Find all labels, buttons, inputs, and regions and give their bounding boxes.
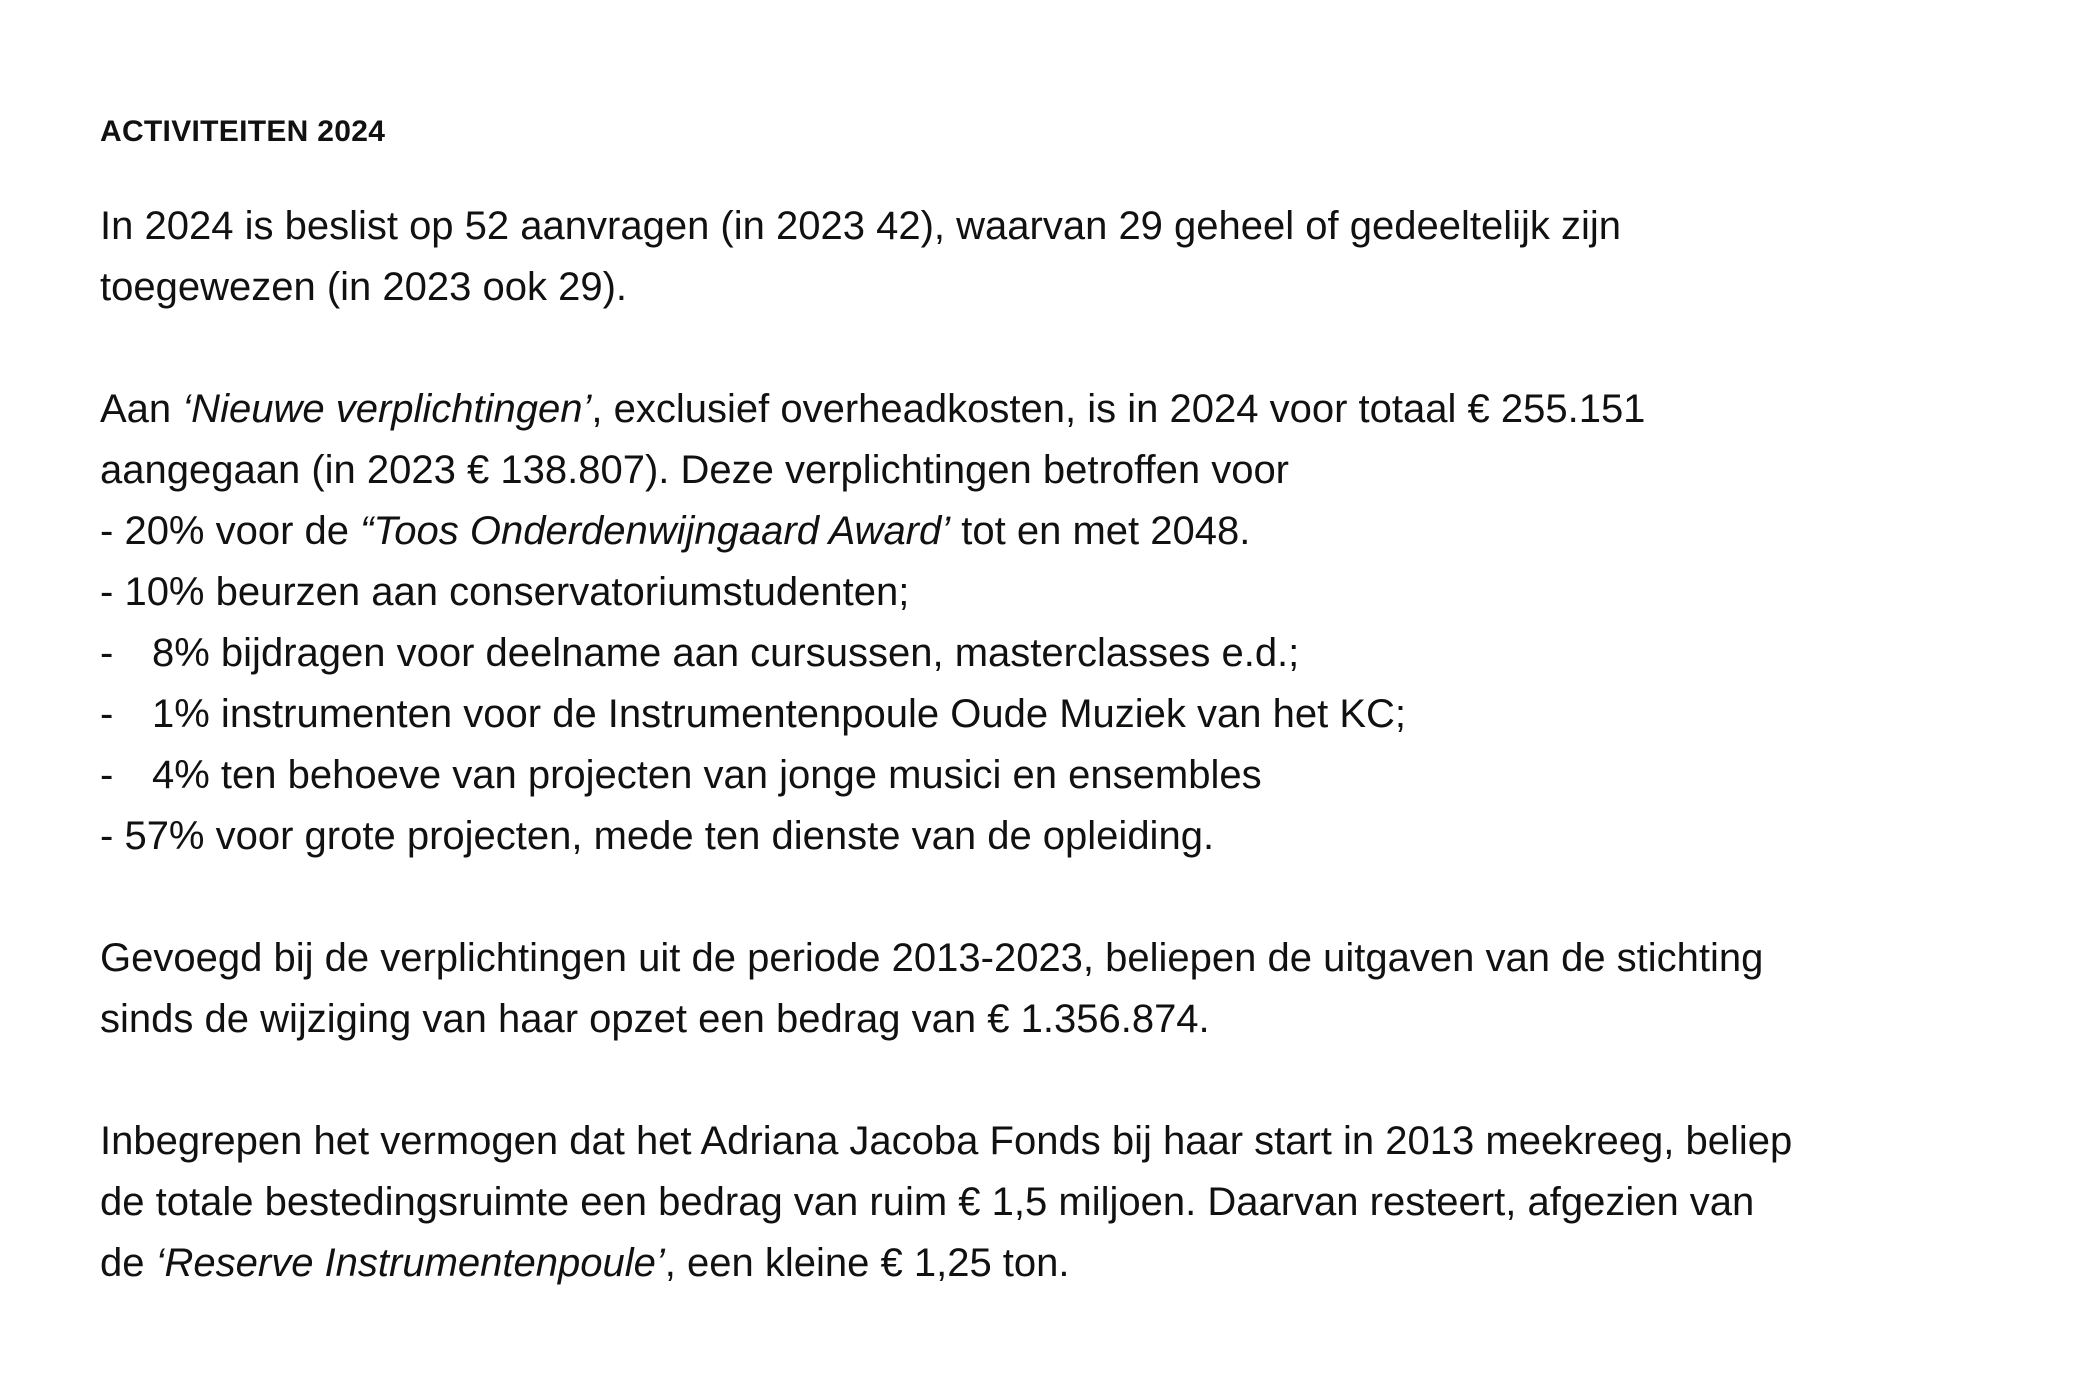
list-item — [100, 562, 2060, 623]
paragraph-capital-line3-pre: de — [100, 1241, 156, 1285]
list-dash: - — [100, 814, 114, 858]
list-item-text: 4% ten behoeve van projecten van jonge musici en ensembles — [152, 753, 1262, 797]
list-dash: - — [100, 753, 114, 797]
paragraph-obligations-pre: Aan — [100, 387, 183, 431]
list-dash: - — [100, 509, 114, 553]
paragraph-obligations-post: , exclusief overheadkosten, is in 2024 voor totaal € 255.151 — [591, 387, 1646, 431]
paragraph-gap — [100, 318, 2060, 379]
paragraph-gap — [100, 867, 2060, 928]
list-item-post: tot en met 2048. — [950, 509, 1251, 553]
list-dash: - — [100, 692, 114, 736]
list-item — [100, 623, 2060, 684]
paragraph-capital-line2: de totale bestedingsruimte een bedrag van ruim € 1,5 miljoen. Daarvan resteert, afgezien van — [100, 1180, 1755, 1224]
list-item-text: 1% instrumenten voor de Instrumentenpoule Oude Muziek van het KC; — [152, 692, 1407, 736]
list-item-text: 20% voor de — [113, 509, 361, 553]
list-item-text: 10% beurzen aan conservatoriumstudenten; — [113, 570, 910, 614]
paragraph-expenditure-line1: Gevoegd bij de verplichtingen uit de periode 2013-2023, beliepen de uitgaven van de stichting — [100, 936, 1764, 980]
paragraph-applications — [100, 196, 2060, 318]
paragraph-capital-line3-italic: ‘Reserve Instrumentenpoule’ — [155, 1241, 665, 1285]
list-item-text: 57% voor grote projecten, mede ten dienste van de opleiding. — [113, 814, 1215, 858]
paragraph-applications-line2: toegewezen (in 2023 ook 29). — [100, 265, 628, 309]
list-item-text: 8% bijdragen voor deelname aan cursussen, masterclasses e.d.; — [152, 631, 1300, 675]
document-heading: ACTIVITEITEN 2024 — [100, 115, 386, 148]
list-item — [100, 745, 2060, 806]
paragraph-capital-line3-post: , een kleine € 1,25 ton. — [664, 1241, 1070, 1285]
paragraph-capital-line1: Inbegrepen het vermogen dat het Adriana Jacoba Fonds bij haar start in 2013 meekreeg, beliep — [100, 1119, 1793, 1163]
paragraph-obligations-line2: aangegaan (in 2023 € 138.807). Deze verplichtingen betroffen voor — [100, 448, 1290, 492]
paragraph-expenditure-line2: sinds de wijziging van haar opzet een bedrag van € 1.356.874. — [100, 997, 1210, 1041]
obligations-list — [100, 501, 2060, 867]
paragraph-obligations — [100, 379, 2060, 501]
list-item — [100, 501, 2060, 562]
paragraph-obligations-italic: ‘Nieuwe verplichtingen’ — [182, 387, 592, 431]
list-item — [100, 806, 2060, 867]
document-page — [100, 112, 2060, 1294]
list-dash: - — [100, 570, 114, 614]
list-item-italic: “Toos Onderdenwijngaard Award’ — [360, 509, 951, 553]
list-item — [100, 684, 2060, 745]
list-dash: - — [100, 631, 114, 675]
paragraph-gap — [100, 1050, 2060, 1111]
paragraph-applications-line1: In 2024 is beslist op 52 aanvragen (in 2023 42), waarvan 29 geheel of gedeeltelijk zijn — [100, 204, 1622, 248]
paragraph-capital — [100, 1111, 2060, 1294]
paragraph-expenditure — [100, 928, 2060, 1050]
